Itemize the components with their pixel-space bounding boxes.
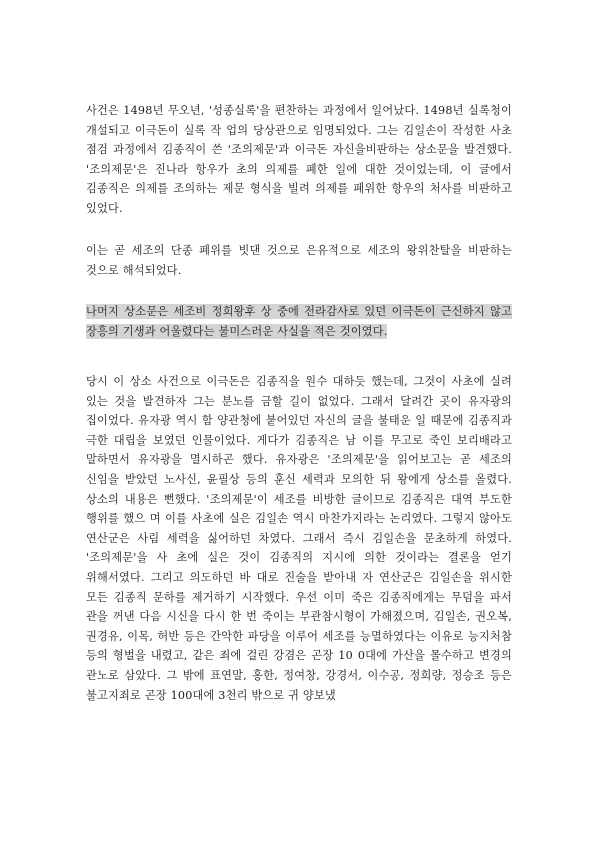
highlighted-text: 나머지 상소문은 세조비 정희왕후 상 중에 전라감사로 있던 이극돈이 근신하지 않고 장흥의 기생과 어울렸다는 불미스러운 사실을 적은 것이였다. <box>86 305 512 338</box>
paragraph-purge-account: 당시 이 상소 사건으로 이극돈은 김종직을 원수 대하듯 했는데, 그것이 사초에 실려 있는 것을 발견하자 그는 분노를 금할 길이 없었다. 그래서 달려간 곳이 유자광의 집이었다. 유자광 역시 함 양관청에 붙어있던 자신의 글을 불태운 일 때문에 김종직과 극한 대립을 보였던 인물이었다. 게다가 김종직은 남 이를 무고로 죽인 보리배라고 말하면서 유자광을 멸시하곤 했다. 유자광은 '조의제문'을 읽어보고는 곧 세조의 신임을 받았던 노사신, 윤필상 등의 훈신 세력과 모의한 뒤 왕에게 상소를 올렸다. 상소의 내용은 뻔했다. '조의제문'이 세조를 비방한 글이므로 김종직은 대역 부도한 행위를 했으 며 이를 사초에 실은 김일손 역시 마찬가지라는 논리였다. 그렇지 않아도 연산군은 사림 세력을 싫어하던 차였다. 그래서 즉시 김일손을 문초하게 하였다. '조의제문'을 사 초에 실은 것이 김종직의 지시에 의한 것이라는 결론을 얻기 위해서였다. 그리고 의도하던 바 대로 진술을 받아내 자 연산군은 김일손을 위시한 모든 김종직 문하를 제거하기 시작했다. 우선 이미 죽은 김종직에게는 무덤을 파서 관을 꺼낸 다음 시신을 다시 한 번 죽이는 부관참시형이 가해졌으며, 김일손, 권오복, 권경유, 이목, 허반 등은 간악한 파당을 이루어 세조를 능멸하였다는 이유로 능지처참 등의 형벌을 내렸고, 같은 죄에 걸린 강겸은 곤장 10 0대에 가산을 몰수하고 변경의 관노로 삼았다. 그 밖에 표연말, 홍한, 정여창, 강경서, 이수공, 정희량, 정승조 등은 불고지죄로 곤장 100대에 3천리 밖으로 귀 양보냈 <box>86 375 512 702</box>
paragraph-incident-origin: 사건은 1498년 무오년, '성종실록'을 편찬하는 과정에서 일어났다. 1498년 실록청이 개설되고 이극돈이 실록 작 업의 당상관으로 임명되었다. 그는 김일손이 작성한 사초 점검 과정에서 김종직이 쓴 '조의제문'과 이극돈 자신을비판하는 상소문을 발견했다. '조의제문'은 진나라 항우가 초의 의제를 폐한 일에 대한 것이었는데, 이 글에서 김종직은 의제를 조의하는 제문 형식을 빌려 의제를 폐위한 항우의 처사를 비판하고 있었다. <box>86 104 512 215</box>
paragraph-interpretation: 이는 곧 세조의 단종 폐위를 빗댄 것으로 은유적으로 세조의 왕위찬탈을 비판하는 것으로 해석되었다. <box>86 244 512 277</box>
paragraph-remaining-petition <box>86 302 512 341</box>
